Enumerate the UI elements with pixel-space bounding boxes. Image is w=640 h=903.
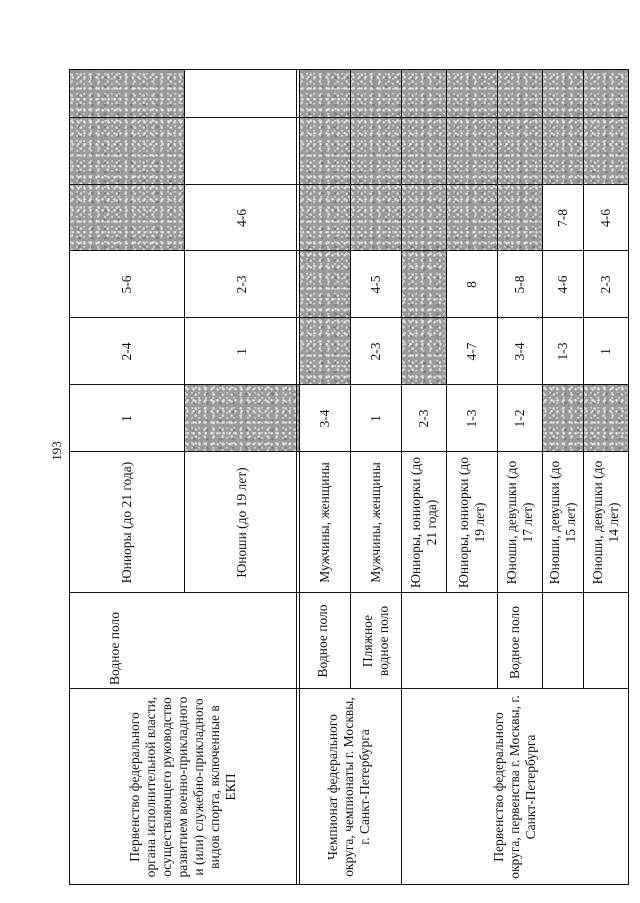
age-group-cell: Юниоры, юниорки (до 19 лет) <box>455 457 487 588</box>
rank-value-cell: 4-6 <box>554 275 570 294</box>
section1-title: Первенство федерального органа исполнительной власти, осуществляющего руководство развитием военно-прикладного и (или) служебно-прикладного видов спорта, включенные в ЕКП <box>126 696 238 878</box>
rank-table <box>69 69 629 885</box>
rank-value-cell: 2-3 <box>367 342 383 361</box>
section1-sport: Водное поло <box>107 611 122 685</box>
rank-value-cell: 8 <box>463 281 479 288</box>
rank-value-cell: 1-3 <box>554 342 570 361</box>
age-group-cell: Юноши, девушки (до 17 лет) <box>503 460 535 585</box>
age-group-cell: Юниоры, юниорки (до 21 года) <box>407 457 439 588</box>
section2-title: Чемпионат федерального округа, чемпионаты г. Москвы, г. Санкт-Петербурга <box>324 697 372 877</box>
rank-value-cell: 1-2 <box>511 409 527 428</box>
rank-value-cell: 3-4 <box>316 409 332 428</box>
rank-value-cell: 2-3 <box>233 275 249 294</box>
section3-sport: Водное поло <box>507 605 522 679</box>
rank-value-cell: 2-3 <box>598 275 613 294</box>
rank-value-cell: 4-5 <box>367 275 383 294</box>
section2-sport-b: Пляжное водное поло <box>359 605 391 677</box>
rank-value-cell: 7-8 <box>554 209 570 227</box>
rank-value-cell: 1 <box>367 415 383 422</box>
rank-value-cell: 4-6 <box>598 209 613 227</box>
section3-title: Первенство федерального округа, первенства г. Москвы, г. Санкт-Петербурга <box>491 695 538 879</box>
age-group-cell: Юниоры (до 21 года) <box>118 461 134 584</box>
rank-value-cell: 1 <box>598 348 613 355</box>
rank-value-cell: 1 <box>233 348 249 355</box>
age-group-cell: Юноши, девушки (до 15 лет) <box>546 460 578 585</box>
rank-value-cell: 1 <box>118 415 134 422</box>
page-number: 193 <box>49 441 64 461</box>
age-group-cell: Юноши (до 19 лет) <box>233 467 249 578</box>
age-group-cell: Мужчины, женщины <box>367 462 383 583</box>
rank-value-cell: 2-4 <box>118 342 134 361</box>
age-group-cell: Юноши, девушки (до 14 лет) <box>590 460 621 585</box>
rank-value-cell: 5-6 <box>118 275 134 294</box>
rank-value-cell: 4-7 <box>463 342 479 361</box>
rank-value-cell: 5-8 <box>511 275 527 294</box>
age-group-cell: Мужчины, женщины <box>316 462 332 583</box>
rank-value-cell: 2-3 <box>415 409 431 428</box>
rank-value-cell: 1-3 <box>463 409 479 428</box>
rank-value-cell: 3-4 <box>511 342 527 361</box>
section2-sport-a: Водное поло <box>315 604 330 678</box>
rank-value-cell: 4-6 <box>233 209 249 227</box>
